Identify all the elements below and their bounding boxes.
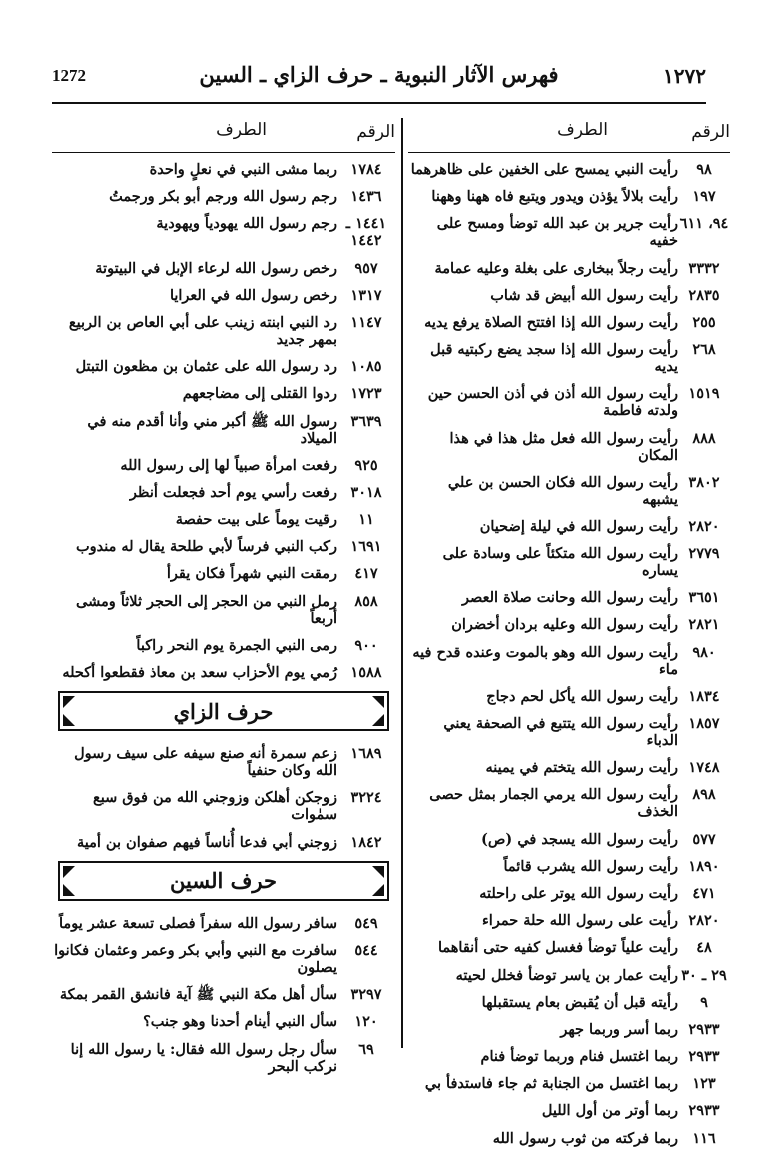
index-entry: [408, 545, 730, 579]
entry-text: رأيت رسول الله أذن في أذن الحسن حين ولدته فاطمة: [427, 385, 678, 420]
entry-number: ١٢٠: [354, 1013, 378, 1031]
entry-number: ١٦٩١: [350, 538, 382, 556]
entry-text: زوجني أبي فدعا أُناساً فيهم صفوان بن أمية: [76, 833, 337, 851]
corner-ornament-icon: [372, 866, 384, 878]
index-entry: [408, 161, 730, 178]
index-entry: [408, 215, 730, 249]
index-entry: [408, 1130, 730, 1147]
index-entry: [52, 1041, 395, 1075]
corner-ornament-icon: [63, 884, 75, 896]
entry-number: ١٨٥٧: [688, 715, 720, 732]
index-entry: [408, 341, 730, 375]
index-entry: [408, 715, 730, 749]
index-entry: [408, 1021, 730, 1038]
index-entry: [408, 759, 730, 776]
entry-text: رأيت على رسول الله حلة حمراء: [481, 912, 678, 930]
text-heading: الطرف: [216, 120, 267, 140]
page-header: [52, 58, 706, 104]
entry-number: ٩: [700, 993, 708, 1011]
entry-number: ٤٨: [696, 939, 712, 957]
entry-text: رخص رسول الله في العرايا: [169, 286, 337, 304]
entry-number: ١٠٨٥: [350, 358, 382, 376]
entry-number: ١٨٣٤: [688, 687, 720, 705]
index-list: [52, 915, 395, 1075]
entry-number: ٩٨: [696, 161, 712, 178]
index-list: [408, 161, 730, 1147]
entry-number: ٢٨٢٠: [688, 517, 720, 535]
index-entry: [408, 831, 730, 848]
entry-text: رأيت رسول الله إذا سجد يضع ركبتيه قبل يديه: [430, 341, 678, 376]
entry-text: رمقت النبي شهراً فكان يقرأ: [166, 565, 337, 583]
entry-number: ٨٩٨: [692, 786, 716, 804]
column-header: [52, 110, 395, 153]
entry-number: ١٨٤٢: [350, 833, 382, 851]
entry-number: ٢٨٣٥: [688, 286, 720, 304]
index-entry: [408, 385, 730, 419]
index-entry: [408, 1075, 730, 1092]
column-header: [408, 110, 730, 153]
entry-number: ٩٨٠: [692, 643, 716, 661]
index-entry: [52, 593, 395, 627]
entry-number: ٩٥٧: [354, 259, 378, 277]
index-entry: [408, 939, 730, 956]
index-entry: [52, 287, 395, 304]
corner-ornament-icon: [63, 866, 75, 878]
entry-text: رأيته قبل أن يُقبض بعام يستقبلها: [481, 993, 678, 1011]
entry-text: ربما أوتر من أول الليل: [541, 1102, 678, 1120]
entry-text: سافرت مع النبي وأبي بكر وعمر وعثمان فكانوا يصلون: [54, 941, 337, 976]
index-entry: [408, 287, 730, 304]
index-entry: [52, 413, 395, 447]
index-entry: [408, 430, 730, 464]
entry-number: ٥٤٩: [354, 914, 378, 932]
index-entry: [408, 314, 730, 331]
index-entry: [52, 511, 395, 528]
entry-text: رأيت رسول الله يرمي الجمار بمثل حصى الخذف: [429, 786, 678, 821]
index-entry: [52, 314, 395, 348]
entry-number: ١١٦: [692, 1129, 716, 1147]
page-number-arabic: ١٢٧٢: [663, 64, 706, 88]
entry-number: ٢٨٢١: [688, 616, 720, 634]
entry-text: سأل أهل مكة النبي ﷺ آية فانشق القمر بمكة: [59, 986, 337, 1004]
entry-number: ٥٧٧: [692, 830, 716, 848]
entry-number: ١٢٣: [692, 1075, 716, 1093]
entry-number: ٢٩٣٣: [688, 1102, 720, 1120]
entry-text: رأيت رسول الله يأكل لحم دجاج: [486, 687, 678, 705]
entry-text: رد رسول الله على عثمان بن مظعون التبتل: [75, 358, 337, 376]
page-number-latin: 1272: [52, 66, 86, 85]
entry-text: سأل رجل رسول الله فقال: يا رسول الله إنا نركب البحر: [70, 1040, 337, 1075]
index-entry: [52, 215, 395, 249]
entry-text: رأيت رسول الله أبيض قد شاب: [490, 286, 678, 304]
entry-number: ٣٢٢٤: [350, 789, 382, 807]
entry-text: رأيت رسول الله في ليلة إضحيان: [479, 517, 678, 535]
entry-text: رسول الله ﷺ أكبر مني وأنا أقدم منه في الميلاد: [87, 412, 337, 447]
corner-ornament-icon: [372, 696, 384, 708]
entry-number: ٢٩ ـ ٣٠: [681, 966, 727, 984]
entry-number: ١٤٤١ ـ ١٤٤٢: [345, 215, 387, 250]
index-entry: [52, 1013, 395, 1030]
entry-number: ٢٧٧٩: [688, 545, 720, 563]
entry-text: رأيت رسول الله يشرب قائماً: [503, 857, 678, 875]
index-entry: [408, 994, 730, 1011]
entry-text: رفعت امرأة صبياً لها إلى رسول الله: [120, 456, 337, 474]
entry-text: رجم رسول الله يهودياً ويهودية: [156, 215, 337, 233]
entry-text: سأل النبي أينام أحدنا وهو جنب؟: [143, 1013, 337, 1031]
entry-text: رأيت رسول الله متكئاً على وسادة على يساره: [442, 545, 678, 580]
entry-number: ٢٦٨: [692, 341, 716, 359]
entry-number: ١٣١٧: [350, 286, 382, 304]
entry-text: رأيت عمار بن ياسر توضأ فخلل لحيته: [455, 966, 678, 984]
index-entry: [52, 161, 395, 178]
section-heading-zay: [58, 691, 389, 731]
entry-text: رُمي يوم الأحزاب سعد بن معاذ فقطعوا أكحله: [62, 664, 337, 681]
entry-text: رأيت رسول الله وحانت صلاة العصر: [462, 589, 678, 607]
entry-number: ٣٦٣٩: [350, 412, 382, 430]
index-entry: [52, 385, 395, 402]
entry-text: ربما أسر وربما جهر: [560, 1020, 678, 1038]
entry-number: ٨٨٨: [692, 429, 716, 447]
index-entry: [52, 260, 395, 277]
page-title: فهرس الآثار النبوية ـ حرف الزاي ـ السين: [199, 62, 559, 87]
entry-number: ٢٨٢٠: [688, 912, 720, 930]
entry-number: ٩٤، ٦١١: [679, 215, 729, 233]
entry-text: رأيت رسول الله وهو بالموت وعنده قدح فيه ماء: [412, 643, 678, 678]
entry-number: ٤٧١: [692, 884, 716, 902]
entry-text: زوجكن أهلكن وزوجني الله من فوق سبع سمٰوات: [93, 789, 337, 824]
index-entry: [408, 188, 730, 205]
entry-text: ربما اغتسل فنام وربما توضأ فنام: [480, 1048, 678, 1066]
entry-number: ١٧٤٨: [688, 759, 720, 777]
entry-text: رأيت رسول الله وعليه بردان أخضران: [451, 616, 678, 634]
index-entry: [52, 358, 395, 375]
index-entry: [52, 942, 395, 976]
entry-number: ٢٩٣٣: [688, 1020, 720, 1038]
index-entry: [52, 789, 395, 823]
entry-number: ١٧٢٣: [350, 385, 382, 403]
entry-number: ٤١٧: [354, 565, 378, 583]
entry-number: ٩٠٠: [354, 636, 378, 654]
entry-number: ١١: [358, 511, 374, 529]
index-entry: [408, 1102, 730, 1119]
index-entry: [408, 518, 730, 535]
index-entry: [52, 538, 395, 555]
corner-ornament-icon: [372, 714, 384, 726]
entry-number: ١٤٣٦: [350, 188, 382, 206]
entry-text: رأيت رسول الله يوتر على راحلته: [479, 884, 678, 902]
index-entry: [408, 858, 730, 875]
entry-number: ١١٤٧: [350, 313, 382, 331]
entry-number: ٩٢٥: [354, 456, 378, 474]
entry-text: سافر رسول الله سفراً فصلى تسعة عشر يوماً: [59, 914, 337, 932]
entry-text: ردوا القتلى إلى مضاجعهم: [182, 385, 337, 403]
entry-number: ٢٩٣٣: [688, 1048, 720, 1066]
index-entry: [52, 188, 395, 205]
entry-text: رأيت رجلاً ببخارى على بغلة وعليه عمامة: [434, 259, 678, 277]
entry-number: ٢٥٥: [692, 313, 716, 331]
index-list: [52, 745, 395, 850]
entry-text: ربما مشى النبي في نعلٍ واحدة: [149, 161, 337, 178]
entry-number: ٣٨٠٢: [688, 473, 720, 491]
entry-text: رد النبي ابنته زينب على أبي العاص بن الربيع بمهر جديد: [68, 313, 337, 348]
number-heading: الرقم: [691, 122, 730, 142]
index-entry: [408, 1048, 730, 1065]
entry-text: رأيت رسول الله فعل مثل هذا في هذا المكان: [449, 429, 678, 464]
entry-number: ١٩٧: [692, 188, 716, 206]
index-entry: [52, 457, 395, 474]
index-entry: [408, 616, 730, 633]
entry-text: رمل النبي من الحجر إلى الحجر ثلاثاً ومشى أربعاً: [76, 592, 337, 627]
entry-number: ١٥٨٨: [350, 664, 382, 681]
corner-ornament-icon: [63, 714, 75, 726]
index-entry: [408, 474, 730, 508]
entry-number: ٥٤٤: [354, 941, 378, 959]
entry-number: ٨٥٨: [354, 592, 378, 610]
entry-number: ١٧٨٤: [350, 161, 382, 178]
section-title: حرف الزاي: [173, 698, 274, 724]
entry-number: ٣٦٥١: [688, 589, 720, 607]
entry-text: رأيت رسول الله يتتبع في الصحفة يعني الدباء: [443, 715, 678, 749]
index-entry: [408, 589, 730, 606]
index-entry: [52, 565, 395, 582]
index-list: [52, 161, 395, 681]
left-column: [52, 110, 395, 1085]
number-heading: الرقم: [356, 122, 395, 142]
index-entry: [52, 834, 395, 851]
entry-text: ربما اغتسل من الجنابة ثم جاء فاستدفأ بي: [424, 1075, 678, 1093]
entry-number: ٣٢٩٧: [350, 986, 382, 1004]
index-entry: [52, 664, 395, 681]
index-entry: [52, 745, 395, 779]
entry-number: ٣٠١٨: [350, 483, 382, 501]
entry-number: ١٥١٩: [688, 385, 720, 403]
corner-ornament-icon: [63, 696, 75, 708]
entry-text: رمى النبي الجمرة يوم النحر راكباً: [136, 636, 337, 654]
entry-text: رجم رسول الله ورجم أبو بكر ورجمتُ: [109, 188, 337, 206]
entry-number: ١٦٨٩: [350, 745, 382, 763]
index-entry: [408, 688, 730, 705]
entry-text: ركب النبي فرساً لأبي طلحة يقال له مندوب: [75, 538, 337, 556]
index-entry: [408, 260, 730, 277]
entry-text: رأيت رسول الله فكان الحسن بن علي يشبهه: [447, 473, 678, 508]
index-entry: [52, 986, 395, 1003]
corner-ornament-icon: [372, 884, 384, 896]
index-entry: [408, 786, 730, 820]
index-entry: [408, 967, 730, 984]
index-entry: [408, 885, 730, 902]
entry-text: رأيت رسول الله يسجد في (ص): [481, 830, 678, 848]
entry-number: ٦٩: [358, 1040, 374, 1058]
entry-text: رأيت النبي يمسح على الخفين على ظاهرهما: [410, 161, 678, 178]
entry-text: رفعت رأسي يوم أحد فجعلت أنظر: [129, 483, 337, 501]
section-title: حرف السين: [170, 868, 277, 894]
index-entry: [408, 644, 730, 678]
entry-text: رأيت جرير بن عبد الله توضأ ومسح على خفيه: [436, 215, 678, 250]
entry-text: زعم سمرة أنه صنع سيفه على سيف رسول الله وكان حنفياً: [74, 745, 337, 780]
section-heading-seen: [58, 861, 389, 901]
entry-text: رأيت رسول الله يتختم في يمينه: [485, 759, 678, 777]
entry-text: رأيت رسول الله إذا افتتح الصلاة يرفع يديه: [424, 313, 678, 331]
entry-number: ٣٣٣٢: [688, 259, 720, 277]
entry-text: رأيت بلالاً يؤذن ويدور ويتبع فاه ههنا وههنا: [431, 188, 678, 206]
index-entry: [52, 637, 395, 654]
index-entry: [52, 915, 395, 932]
entry-text: رخص رسول الله لرعاء الإبل في البيتوتة: [95, 259, 337, 277]
entry-text: رأيت علياً توضأ فغسل كفيه حتى أنقاهما: [437, 939, 678, 957]
right-column: [408, 110, 730, 1157]
index-entry: [52, 484, 395, 501]
column-divider: [401, 118, 403, 1048]
entry-text: رقيت يوماً على بيت حفصة: [175, 511, 337, 529]
entry-number: ١٨٩٠: [688, 857, 720, 875]
entry-text: ربما فركته من ثوب رسول الله: [492, 1129, 678, 1147]
text-heading: الطرف: [557, 120, 608, 140]
index-entry: [408, 912, 730, 929]
